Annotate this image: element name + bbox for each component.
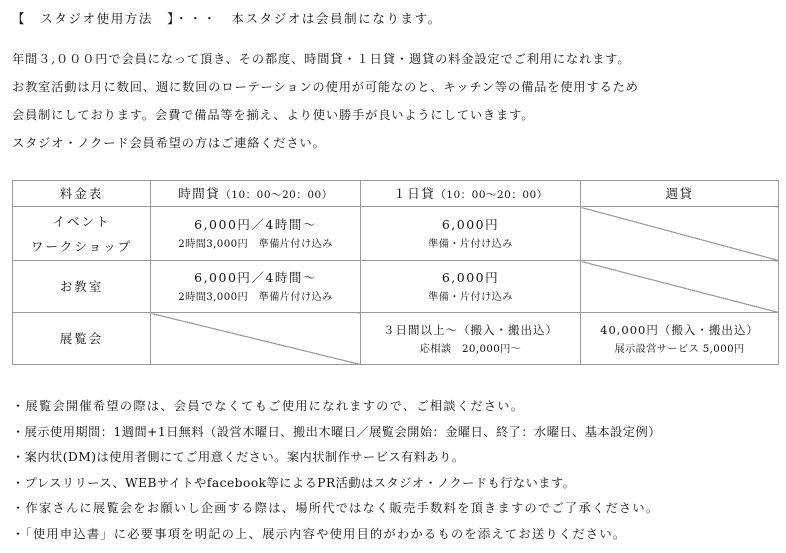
note-item: ・プレスリリース、WEBサイトやfacebook等によるPR活動はスタジオ・ノクードも行ないます。 [12,475,576,490]
row-label-cell [13,261,151,313]
weekly-price-cell [581,313,779,365]
hourly-price-note: 2時間3,000円 準備片付け込み [178,291,333,303]
daily-price-cell [361,313,581,365]
daily-price: 6,000円 [441,216,500,232]
row-label: 展覧会 [59,331,104,346]
header-daily-time: （10：00～20：00） [435,188,548,201]
hourly-price-note: 2時間3,000円 準備片付け込み [178,238,333,250]
note-item: ・「使用申込書」に必要事項を明記の上、展示内容や使用目的がわかるものを添えてお送りください。 [12,526,627,541]
hourly-price: 6,000円／4時間～ [194,269,317,285]
empty-diagonal-cell [151,313,361,365]
daily-price-note: 準備・片付け込み [428,291,513,303]
daily-price-note: 準備・片付け込み [428,238,513,250]
header-weekly: 週貸 [665,185,694,201]
intro-line: お教室活動は月に数回、週に数回のローテーションの使用が可能なのと、キッチン等の備品を使用するため [12,80,639,94]
daily-price: 6,000円 [441,269,500,285]
header-label: 料金表 [59,186,104,201]
price-table [12,180,779,365]
hourly-price-cell [151,261,361,313]
row-label-cell [13,313,151,365]
row-label-cell [13,207,151,261]
notes-list [12,394,661,547]
note-item: ・展示使用期間：1週間+1日無料（設営木曜日、搬出木曜日／展覧会開始：金曜日、終了：水曜日、基本設定例） [12,424,661,439]
table-row-exhibition [13,313,779,365]
row-label: お教室 [59,279,104,294]
weekly-price: 40,000円（搬入・搬出込） [600,322,759,337]
header-daily: １日貸 [393,185,436,201]
hourly-price: 6,000円／4時間～ [194,216,317,232]
header-daily-cell [361,181,581,207]
header-hourly: 時間貸 [178,185,221,201]
note-item: ・作家さんに展覧会をお願いし企画する際は、場所代ではなく販売手数料を頂きますのでご了承ください。 [12,501,660,515]
empty-diagonal-cell [581,207,779,261]
daily-price: ３日間以上～（搬入・搬出込） [383,322,558,337]
note-item: ・案内状(DM)は使用者側にてご用意ください。案内状制作サービス有料あり。 [12,450,465,464]
header-hourly-time: （10：00～20：00） [220,188,333,201]
intro-line: 会員制にしております。会費で備品等を揃え、より使い勝手が良いようにしていきます。 [12,108,535,122]
daily-price-cell [361,261,581,313]
intro-paragraph [12,45,639,157]
hourly-price-cell [151,207,361,261]
header-weekly-cell [581,181,779,207]
header-hourly-cell [151,181,361,207]
row-label: イベント [52,213,111,229]
table-row-classroom [13,261,779,313]
empty-diagonal-cell [581,261,779,313]
price-table-header-row [13,181,779,207]
daily-price-cell [361,207,581,261]
table-row-event [13,207,779,261]
page-heading: 【 スタジオ使用方法 】・・・ 本スタジオは会員制になります。 [12,11,442,26]
daily-price-note: 応相談 20,000円～ [419,343,522,355]
intro-line: スタジオ・ノクード会員希望の方はご連絡ください。 [12,136,326,150]
header-label-cell [13,181,151,207]
note-item: ・展覧会開催希望の際は、会員でなくてもご使用になれますので、ご相談ください。 [12,399,525,413]
row-label: ワークショップ [30,238,133,254]
weekly-price-note: 展示設営サービス 5,000円 [614,343,745,355]
intro-line: 年間３,０００円で会員になって頂き、その都度、時間貸・１日貸・週貸の料金設定でご利用になれます。 [12,52,631,66]
